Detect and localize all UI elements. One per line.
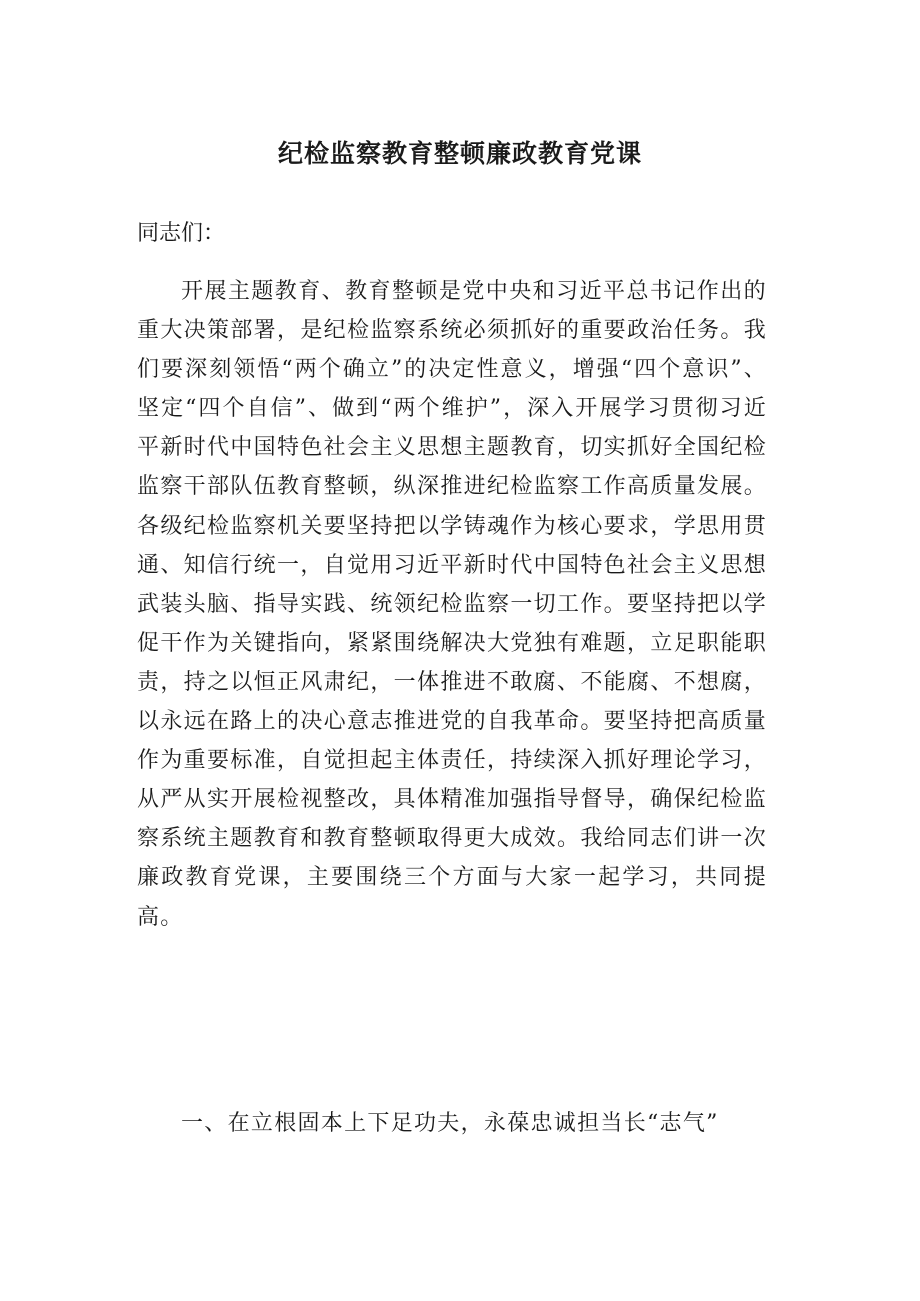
document-title: 纪检监察教育整顿廉政教育党课 <box>277 139 642 168</box>
body-paragraph: 开展主题教育、教育整顿是党中央和习近平总书记作出的重大决策部署，是纪检监察系统必须抓好的重要政治任务。我们要深刻领悟“两个确立”的决定性意义，增强“四个意识”、坚定“四个自信”、做到“两个维护”，深入开展学习贯彻习近平新时代中国特色社会主义思想主题教育，切实抓好全国纪检监察干部队伍教育整顿，纵深推进纪检监察工作高质量发展。各级纪检监察机关要坚持把以学铸魂作为核心要求，学思用贯通、知信行统一，自觉用习近平新时代中国特色社会主义思想武装头脑、指导实践、统领纪检监察一切工作。要坚持把以学促干作为关键指向，紧紧围绕解决大党独有难题，立足职能职责，持之以恒正风肃纪，一体推进不敢腐、不能腐、不想腐，以永远在路上的决心意志推进党的自我革命。要坚持把高质量作为重要标准，自觉担起主体责任，持续深入抓好理论学习，从严从实开展检视整改，具体精准加强指导督导，确保纪检监察系统主题教育和教育整顿取得更大成效。我给同志们讲一次廉政教育党课，主要围绕三个方面与大家一起学习，共同提高。 <box>137 279 767 930</box>
section-heading: 一、在立根固本上下足功夫，永葆忠诚担当长“志气” <box>181 1111 719 1136</box>
salutation: 同志们： <box>137 221 226 246</box>
